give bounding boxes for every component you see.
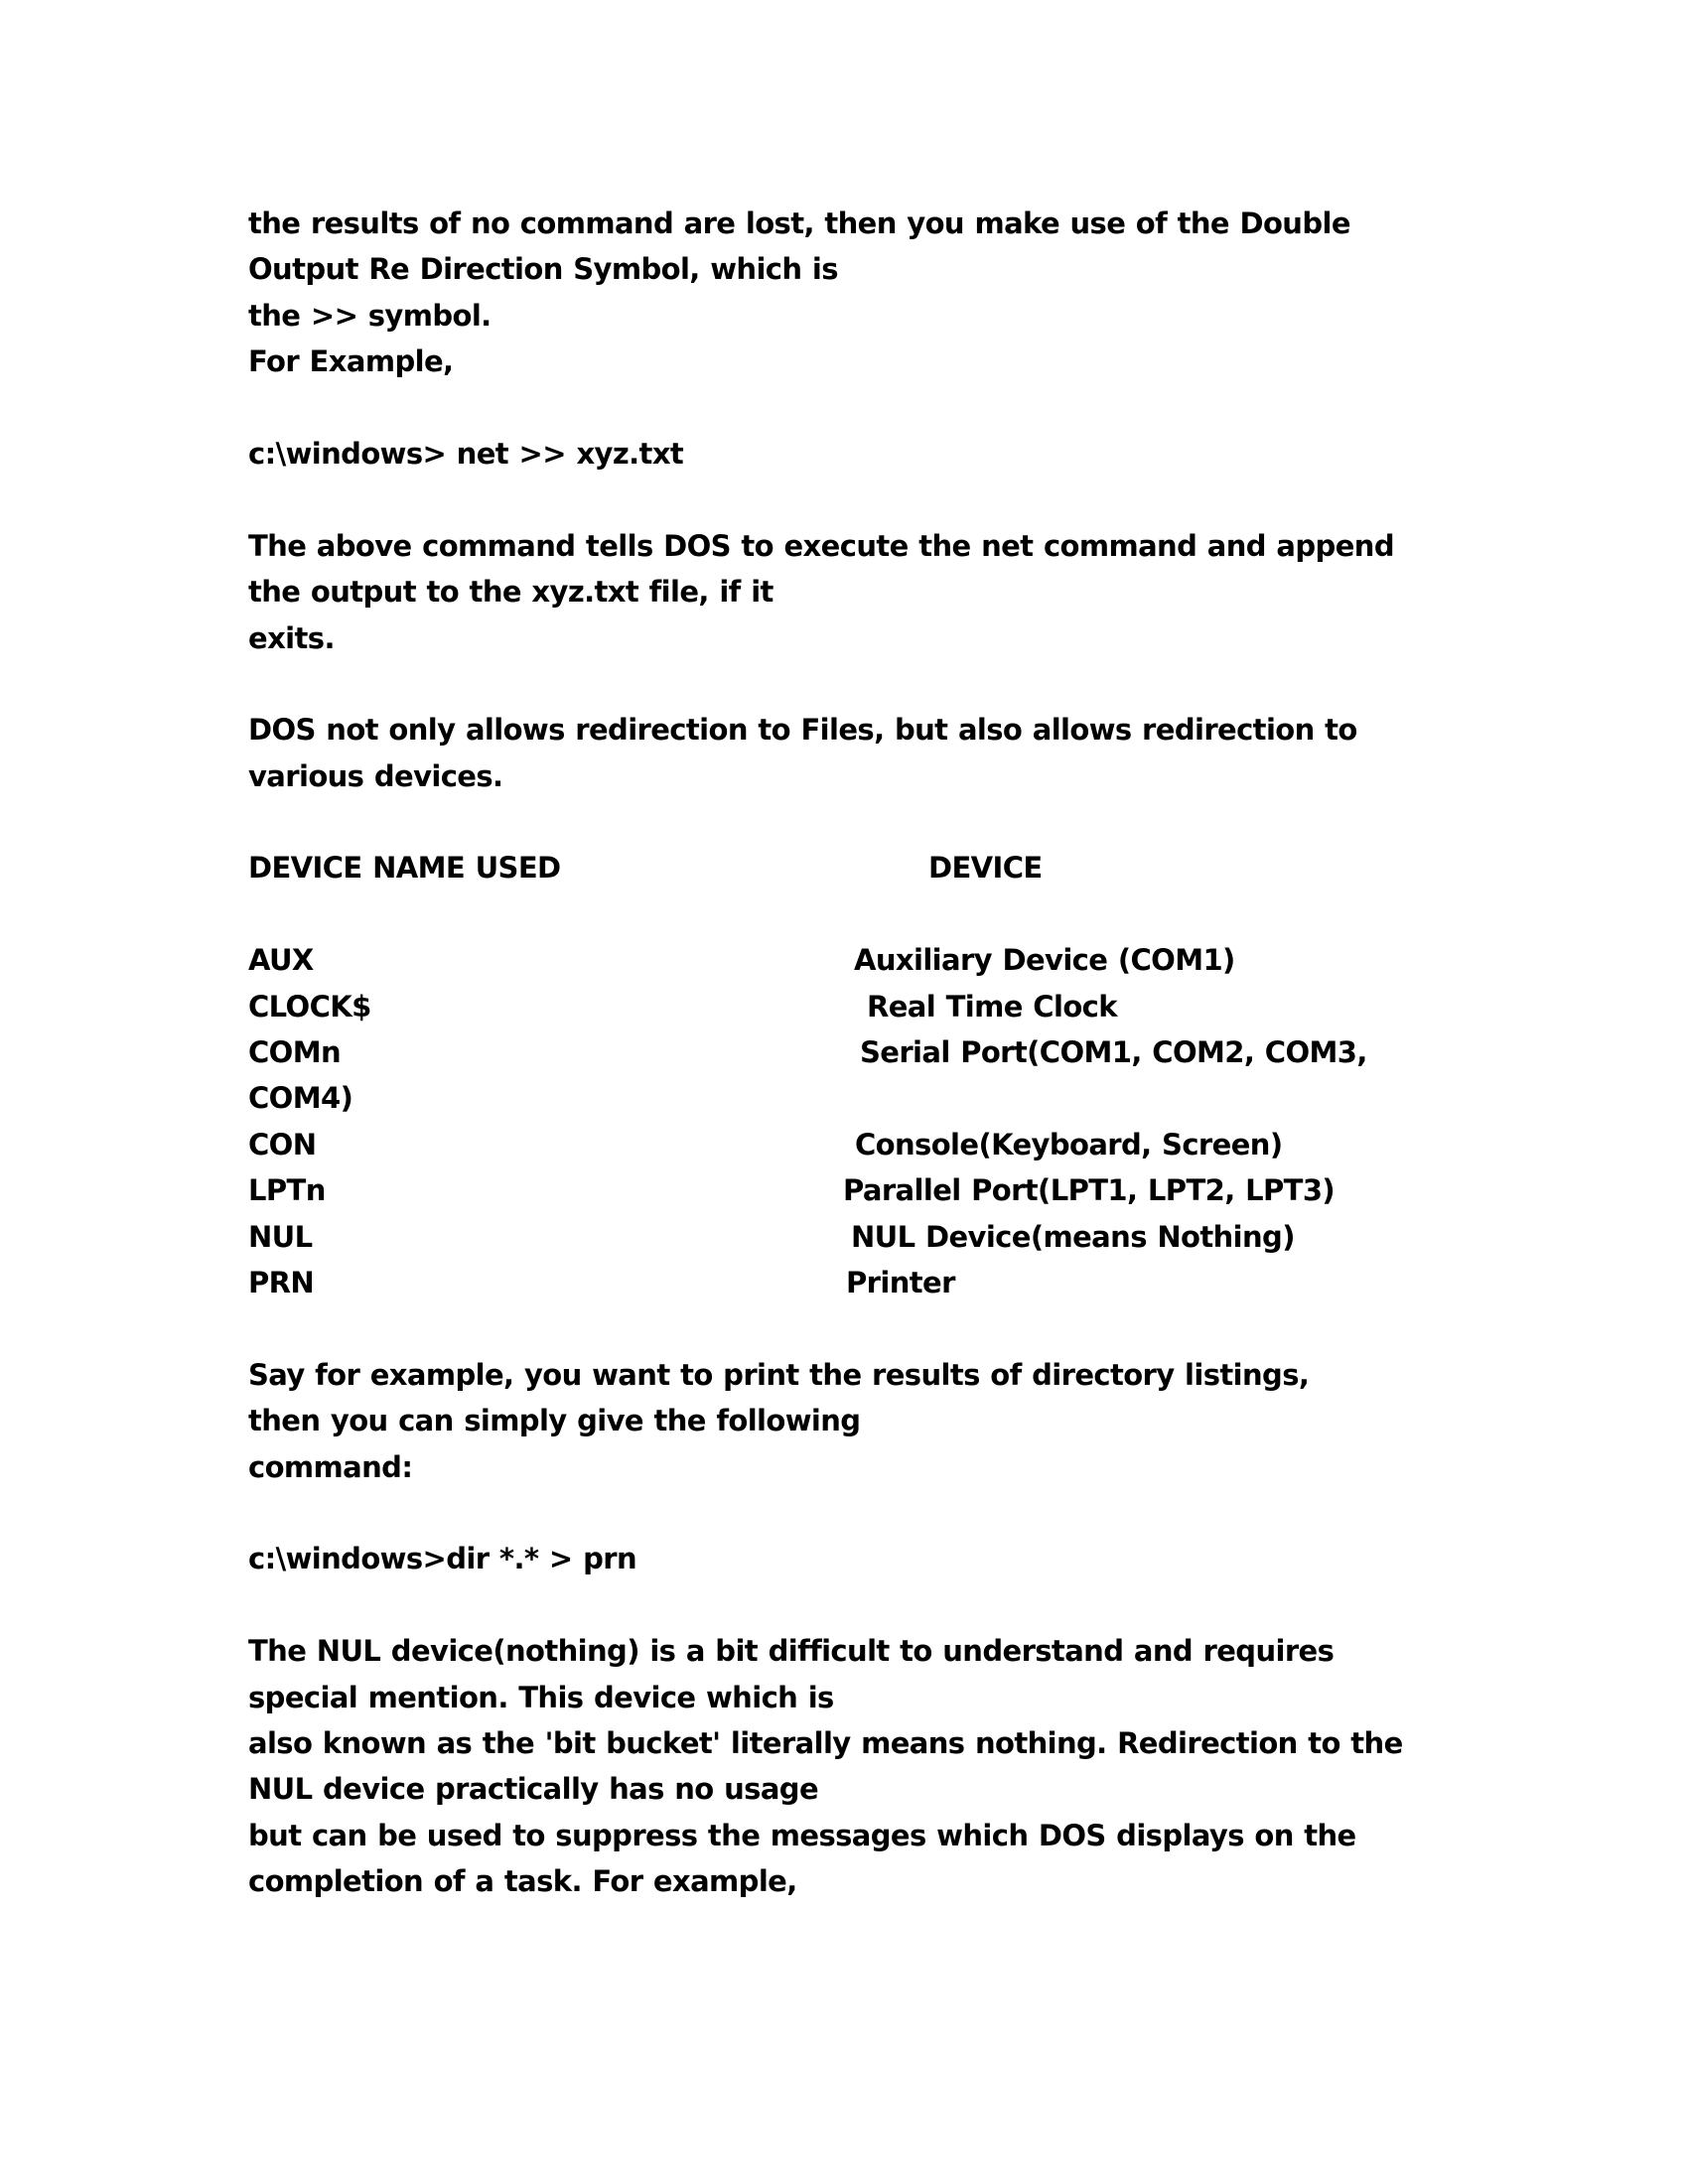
command-example-dir: c:\windows>dir *.* > prn: [248, 1542, 637, 1576]
device-name: LPTn: [248, 1173, 326, 1208]
blank-line: [248, 477, 1539, 522]
device-table-row: [248, 937, 1539, 983]
device-table-row: [248, 1260, 1539, 1305]
paragraph-line: Say for example, you want to print the results of directory listings,: [248, 1357, 1310, 1392]
paragraph-line: the >> symbol.: [248, 298, 492, 333]
device-description: Real Time Clock: [867, 989, 1117, 1024]
device-table-header: [248, 845, 1539, 890]
command-example-net: c:\windows> net >> xyz.txt: [248, 436, 684, 471]
device-table-row: [248, 1214, 1539, 1260]
blank-line: [248, 385, 1539, 431]
device-table-row: [248, 1122, 1539, 1167]
blank-line: [248, 891, 1539, 937]
paragraph-line: various devices.: [248, 758, 503, 793]
blank-line: [248, 1305, 1539, 1351]
device-description: Parallel Port(LPT1, LPT2, LPT3): [843, 1173, 1336, 1208]
paragraph-line: For Example,: [248, 344, 454, 379]
device-table-row: [248, 984, 1539, 1029]
header-device: DEVICE: [928, 851, 1043, 886]
paragraph-line: NUL device practically has no usage: [248, 1772, 819, 1807]
blank-line: [248, 661, 1539, 707]
device-table-row: [248, 1167, 1539, 1213]
document-body: [248, 201, 1539, 1904]
paragraph-line: the results of no command are lost, then you make use of the Double: [248, 206, 1350, 240]
paragraph-line: special mention. This device which is: [248, 1680, 834, 1714]
device-name: CON: [248, 1127, 317, 1161]
device-table-row: [248, 1075, 1539, 1121]
header-device-name-used: DEVICE NAME USED: [248, 851, 561, 886]
device-description: Serial Port(COM1, COM2, COM3,: [860, 1035, 1367, 1070]
paragraph-line: then you can simply give the following: [248, 1404, 861, 1438]
device-description: Auxiliary Device (COM1): [854, 943, 1235, 978]
device-description: NUL Device(means Nothing): [851, 1219, 1295, 1254]
paragraph-line: command:: [248, 1449, 413, 1484]
device-name: CLOCK$: [248, 989, 371, 1024]
device-description: Console(Keyboard, Screen): [855, 1127, 1283, 1161]
device-name: NUL: [248, 1219, 313, 1254]
paragraph-line: the output to the xyz.txt file, if it: [248, 575, 774, 610]
blank-line: [248, 1490, 1539, 1536]
paragraph-line: also known as the 'bit bucket' literally means nothing. Redirection to the: [248, 1725, 1403, 1760]
blank-line: [248, 1582, 1539, 1628]
paragraph-line: The above command tells DOS to execute the net command and append: [248, 528, 1394, 563]
device-name: COMn: [248, 1035, 342, 1070]
paragraph-line: but can be used to suppress the messages which DOS displays on the: [248, 1818, 1356, 1852]
device-description: Printer: [846, 1265, 955, 1299]
device-name: PRN: [248, 1265, 315, 1299]
paragraph-line: The NUL device(nothing) is a bit difficult to understand and requires: [248, 1634, 1335, 1669]
paragraph-line: DOS not only allows redirection to Files, but also allows redirection to: [248, 713, 1357, 748]
blank-line: [248, 799, 1539, 845]
paragraph-line: exits.: [248, 620, 335, 655]
paragraph-line: Output Re Direction Symbol, which is: [248, 252, 838, 287]
device-table-row: [248, 1029, 1539, 1075]
paragraph-line: completion of a task. For example,: [248, 1864, 797, 1899]
device-name: AUX: [248, 943, 314, 978]
device-name: COM4): [248, 1081, 353, 1116]
